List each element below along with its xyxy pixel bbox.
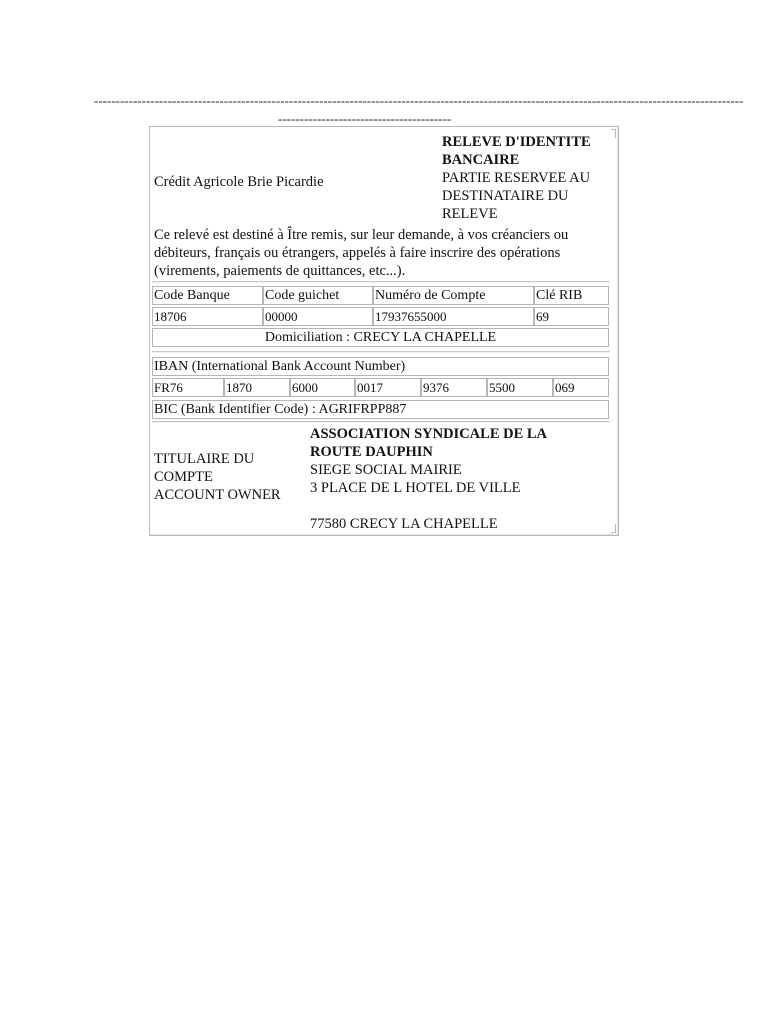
- corner-mark-bottom: [611, 524, 616, 533]
- document-title-line-1: RELEVE D'IDENTITE: [442, 134, 591, 150]
- account-owner-section: [153, 424, 611, 532]
- header-code-guichet: Code guichet: [263, 286, 373, 305]
- owner-name-line-1: ASSOCIATION SYNDICALE DE LA: [310, 426, 548, 442]
- owner-address-line-3: 77580 CRECY LA CHAPELLE: [310, 516, 498, 532]
- owner-label: [154, 450, 304, 504]
- section-divider: [152, 421, 610, 423]
- document-title-line-2: BANCAIRE: [442, 152, 520, 168]
- domiciliation: Domiciliation : CRECY LA CHAPELLE: [152, 328, 609, 347]
- notice-line-2: débiteurs, français ou étrangers, appelés à faire inscrire des opérations: [154, 245, 561, 261]
- subtitle-line-1: PARTIE RESERVEE AU: [442, 170, 591, 186]
- subtitle-line-3: RELEVE: [442, 206, 498, 222]
- iban-group: 9376: [421, 378, 487, 397]
- owner-label-line-1: TITULAIRE DU: [154, 451, 255, 467]
- iban-label: IBAN (International Bank Account Number): [152, 357, 609, 376]
- owner-address: [310, 425, 610, 533]
- header-numero-compte: Numéro de Compte: [373, 286, 534, 305]
- iban-group: 069: [553, 378, 609, 397]
- value-cle-rib: 69: [534, 307, 609, 326]
- header-cle-rib: Clé RIB: [534, 286, 609, 305]
- header-code-banque: Code Banque: [152, 286, 263, 305]
- owner-label-line-3: ACCOUNT OWNER: [154, 487, 281, 503]
- owner-address-line-2: 3 PLACE DE L HOTEL DE VILLE: [310, 480, 521, 496]
- rib-document: [149, 126, 619, 536]
- rib-header: [153, 131, 611, 223]
- iban-group: 5500: [487, 378, 553, 397]
- value-code-banque: 18706: [152, 307, 263, 326]
- title-block: [442, 133, 612, 223]
- iban-group: FR76: [152, 378, 224, 397]
- iban-group: 6000: [290, 378, 355, 397]
- value-code-guichet: 00000: [263, 307, 373, 326]
- dashed-separator-top: ------------------------------------------------------------------------------------------------------------------------------------------------------: [94, 93, 744, 108]
- iban-group: 0017: [355, 378, 421, 397]
- owner-address-line-1: SIEGE SOCIAL MAIRIE: [310, 462, 462, 478]
- iban-group: 1870: [224, 378, 290, 397]
- owner-label-line-2: COMPTE: [154, 469, 213, 485]
- bic-code: BIC (Bank Identifier Code) : AGRIFRPP887: [152, 400, 609, 419]
- section-divider: [152, 281, 610, 283]
- bank-name: Crédit Agricole Brie Picardie: [154, 174, 324, 190]
- notice-line-1: Ce relevé est destiné à Ître remis, sur leur demande, à vos créanciers ou: [154, 227, 569, 243]
- usage-notice: [154, 226, 612, 280]
- owner-name-line-2: ROUTE DAUPHIN: [310, 444, 433, 460]
- dashed-separator-short: ----------------------------------------: [278, 111, 452, 126]
- notice-line-3: (virements, paiements de quittances, etc...).: [154, 263, 406, 279]
- value-numero-compte: 17937655000: [373, 307, 534, 326]
- section-divider: [152, 351, 610, 353]
- subtitle-line-2: DESTINATAIRE DU: [442, 188, 569, 204]
- address-spacer: [310, 497, 610, 515]
